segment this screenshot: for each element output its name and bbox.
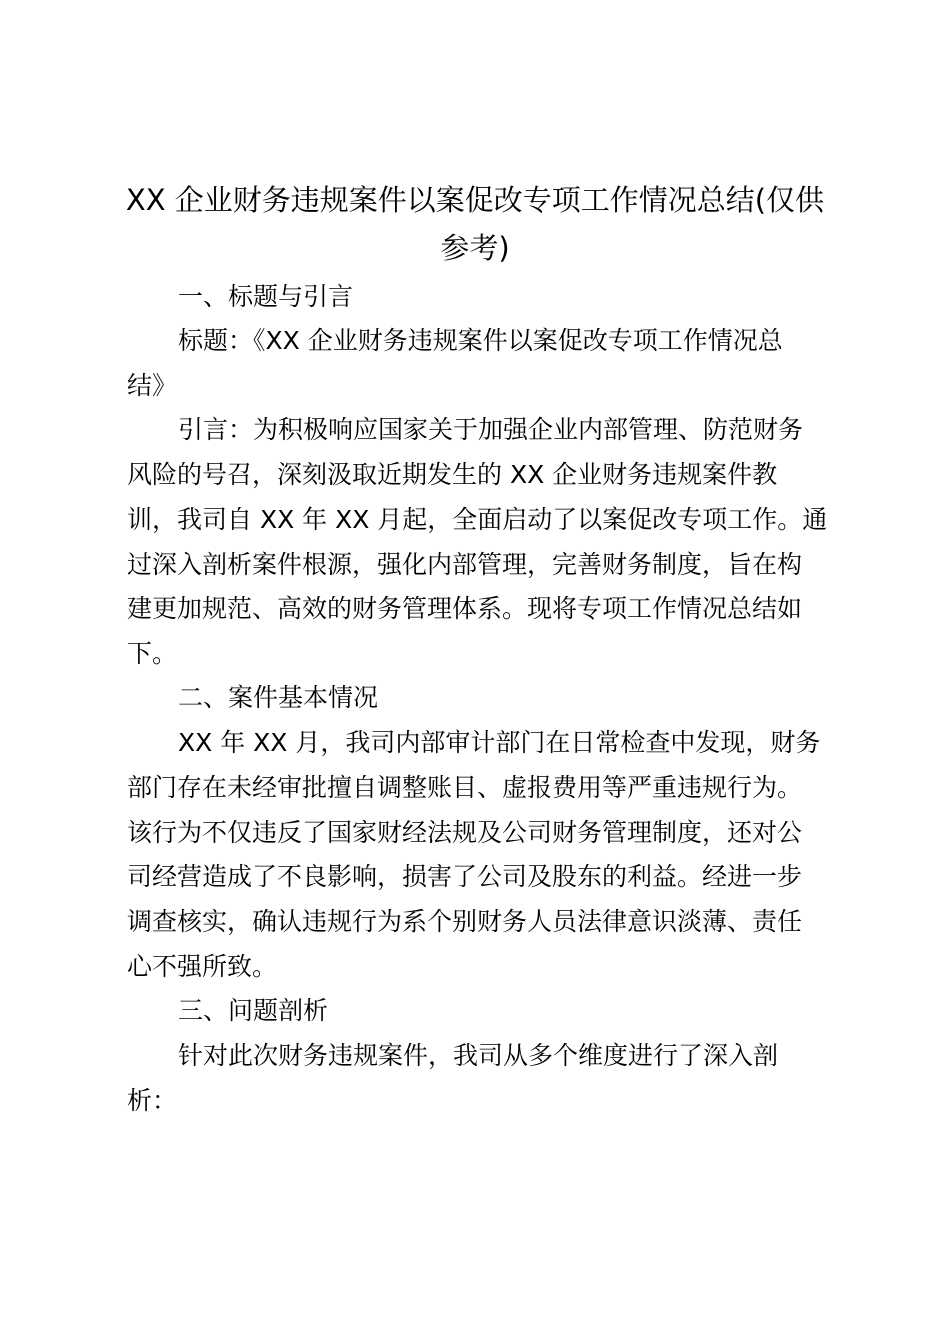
paragraph-line: 心不强所致。 [127, 952, 278, 981]
paragraph-line: 下。 [127, 639, 178, 668]
section-heading-intro: 一、标题与引言 [178, 282, 354, 311]
paragraph-line: 引言：为积极响应国家关于加强企业内部管理、防范财务 [178, 415, 804, 444]
paragraph-line: 结》 [127, 371, 178, 400]
paragraph-line: 过深入剖析案件根源，强化内部管理，完善财务制度，旨在构 [127, 550, 803, 579]
paragraph-line: 部门存在未经审批擅自调整账目、虚报费用等严重违规行为。 [127, 773, 803, 802]
paragraph-line: 司经营造成了不良影响，损害了公司及股东的利益。经进一步 [127, 862, 803, 891]
paragraph-line: 风险的号召，深刻汲取近期发生的 XX 企业财务违规案件教 [127, 460, 778, 489]
paragraph-line: 训，我司自 XX 年 XX 月起，全面启动了以案促改专项工作。通 [127, 505, 828, 534]
paragraph-line: XX 年 XX 月，我司内部审计部门在日常检查中发现，财务 [178, 728, 821, 757]
paragraph-line: 建更加规范、高效的财务管理体系。现将专项工作情况总结如 [127, 594, 803, 623]
section-heading-analysis: 三、问题剖析 [178, 996, 329, 1025]
paragraph-line: 调查核实，确认违规行为系个别财务人员法律意识淡薄、责任 [127, 907, 803, 936]
paragraph-line: 针对此次财务违规案件，我司从多个维度进行了深入剖 [178, 1041, 779, 1070]
section-heading-case: 二、案件基本情况 [178, 683, 379, 712]
paragraph-line: 该行为不仅违反了国家财经法规及公司财务管理制度，还对公 [127, 818, 803, 847]
document-title-line-2: 参考) [440, 231, 510, 265]
paragraph-line: 析： [127, 1086, 178, 1115]
document-title-line-1: XX 企业财务违规案件以案促改专项工作情况总结(仅供 [125, 183, 825, 217]
paragraph-line: 标题：《XX 企业财务违规案件以案促改专项工作情况总 [178, 326, 783, 355]
